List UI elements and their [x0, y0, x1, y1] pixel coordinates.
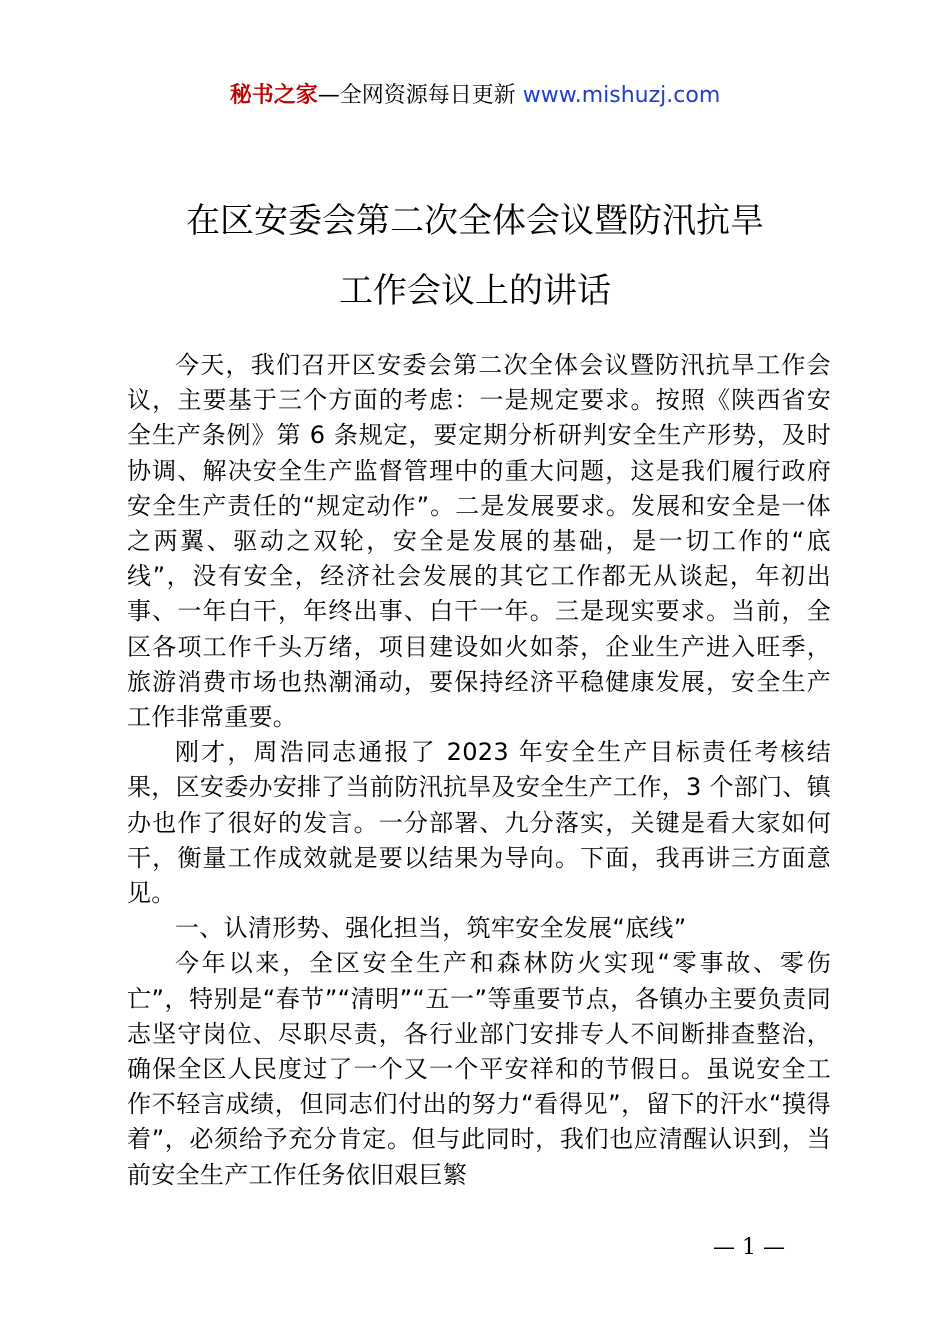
section-heading-1: 一、认清形势、强化担当，筑牢安全发展“底线”: [175, 914, 687, 943]
paragraph-briefing: 刚才，周浩同志通报了 2023 年安全生产目标责任考核结果，区安委办安排了当前防汛抗旱及安全生产工作，3 个部门、镇办也作了很好的发言。一分部署、九分落实，关键是看大家如何干，衡量工作成效就是要以结果为导向。下面，我再讲三方面意见。: [127, 738, 831, 908]
title-line-1: 在区安委会第二次全体会议暨防汛抗旱: [186, 201, 764, 241]
document-title: [0, 186, 950, 326]
paragraph-situation: 今年以来，全区安全生产和森林防火实现“零事故、零伤亡”，特别是“春节”“清明”“五一”等重要节点，各镇办主要负责同志坚守岗位、尽职尽责，各行业部门安排专人不间断排查整治，确保全区人民度过了一个又一个平安祥和的节假日。虽说安全工作不轻言成绩，但同志们付出的努力“看得见”，留下的汗水“摸得着”，必须给予充分肯定。但与此同时，我们也应清醒认识到，当前安全生产工作任务依旧艰巨繁: [127, 949, 831, 1189]
site-brand: 秘书之家: [229, 83, 318, 108]
site-header: [0, 80, 950, 112]
document-body: [127, 348, 831, 1193]
site-url-link[interactable]: www.mishuzj.com: [522, 83, 721, 108]
site-tagline: —全网资源每日更新: [317, 83, 523, 108]
paragraph-opening: 今天，我们召开区安委会第二次全体会议暨防汛抗旱工作会议，主要基于三个方面的考虑：一是规定要求。按照《陕西省安全生产条例》第 6 条规定，要定期分析研判安全生产形势，及时协调、解决安全生产监督管理中的重大问题，这是我们履行政府安全生产责任的“规定动作”。二是发展要求。发展和安全是一体之两翼、驱动之双轮，安全是发展的基础，是一切工作的“底线”，没有安全，经济社会发展的其它工作都无从谈起，年初出事、一年白干，年终出事、白干一年。三是现实要求。当前，全区各项工作千头万绪，项目建设如火如荼，企业生产进入旺季，旅游消费市场也热潮涌动，要保持经济平稳健康发展，安全生产工作非常重要。: [127, 351, 831, 732]
page-number: — 1 —: [713, 1235, 785, 1260]
title-line-2: 工作会议上的讲话: [339, 271, 611, 311]
